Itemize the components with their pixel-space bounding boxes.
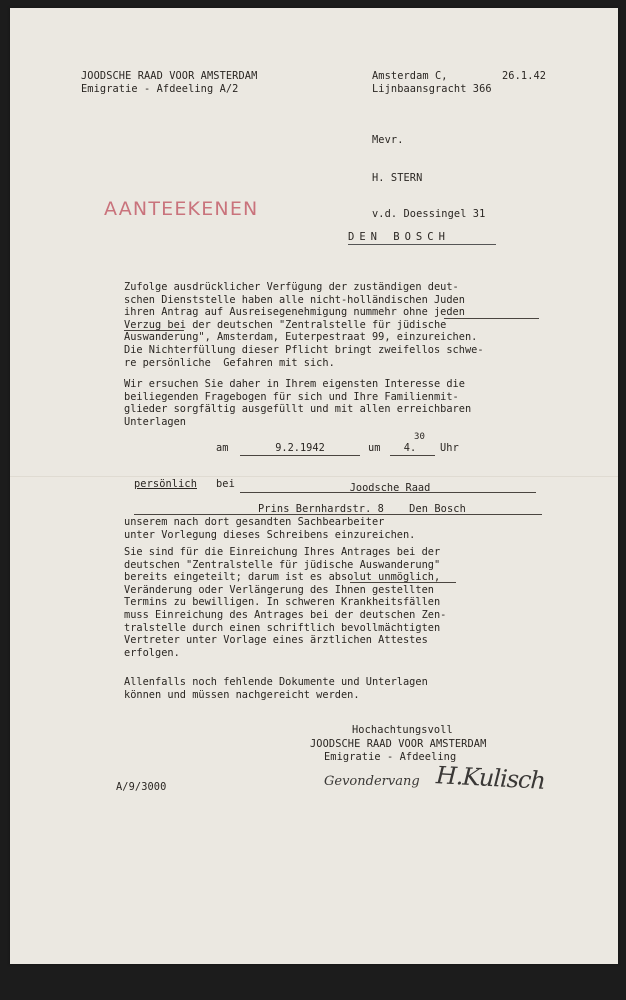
text-line: Unterlagen: [124, 415, 186, 428]
registered-stamp: AANTEEKENEN: [104, 198, 259, 220]
recipient-name: H. STERN: [372, 172, 423, 184]
text-line: beiliegenden Fragebogen für sich und Ihre Familienmit-: [124, 390, 459, 403]
place-underline-1: [240, 492, 536, 493]
text-line: Die Nichterfüllung dieser Pflicht bringt zweifellos schwe-: [124, 343, 484, 356]
text-line: deutschen "Zentralstelle für jüdische Auswanderung": [124, 558, 441, 571]
reference-number: A/9/3000: [116, 781, 167, 793]
paragraph-3: [124, 516, 415, 541]
recipient-street: v.d. Doessingel 31: [372, 208, 486, 220]
text-line: können und müssen nachgereicht werden.: [124, 688, 360, 701]
signature-right: H.Kulisch: [435, 761, 546, 795]
recipient-city: DEN BOSCH: [348, 231, 496, 245]
closing-greeting: Hochachtungsvoll: [352, 724, 453, 736]
appointment-date: 9.2.1942: [275, 442, 325, 454]
appointment-minutes: 30: [414, 432, 426, 442]
personlich-label: persönlich: [134, 478, 197, 490]
closing-org: JOODSCHE RAAD VOOR AMSTERDAM: [310, 738, 487, 750]
text-line: Allenfalls noch fehlende Dokumente und Unterlagen: [124, 676, 428, 688]
letterhead-street: Lijnbaansgracht 366: [372, 83, 492, 95]
uhr-label: Uhr: [440, 442, 459, 454]
place-underline-2: [134, 514, 542, 515]
letterhead-org: JOODSCHE RAAD VOOR AMSTERDAM: [81, 70, 258, 82]
text-line: unter Vorlegung dieses Schreibens einzureichen.: [124, 528, 416, 541]
time-line: [390, 455, 435, 456]
text-line: Vertreter unter Vorlage eines ärztlichen Attestes: [124, 634, 428, 647]
paper-fold: [10, 476, 618, 478]
text-line: Termins zu bewilligen. In schweren Krankheitsfällen: [124, 596, 441, 609]
text-line: Wir ersuchen Sie daher in Ihrem eigensten Interesse die: [124, 378, 465, 390]
recipient-salutation: Mevr.: [372, 134, 404, 146]
bei-label: bei: [216, 478, 235, 490]
text-line: muss Einreichung des Antrages bei der deutschen Zen-: [124, 608, 447, 621]
place-line-1: Joodsche Raad: [349, 482, 431, 494]
paragraph-1: [124, 281, 484, 369]
text-line: re persönliche Gefahren mit sich.: [124, 356, 335, 369]
paragraph-4: [124, 546, 446, 659]
signature-left: Gevondervang: [324, 774, 420, 789]
paragraph-5: [124, 676, 428, 701]
text-line: schen Dienststelle haben alle nicht-holländischen Juden: [124, 293, 465, 306]
place-line-2: Prins Bernhardstr. 8 Den Bosch: [258, 503, 466, 515]
text-line: unserem nach dort gesandten Sachbearbeiter: [124, 516, 385, 528]
text-line: Auswanderung", Amsterdam, Euterpestraat 99, einzureichen.: [124, 331, 478, 344]
text-line: ihren Antrag auf Ausreisegenehmigung nummehr ohne jeden: [124, 306, 465, 319]
text-line: erfolgen.: [124, 646, 180, 659]
text-line: Zufolge ausdrücklicher Verfügung der zuständigen deut-: [124, 281, 459, 293]
text-line: Verzug bei der deutschen "Zentralstelle für jüdische: [124, 318, 447, 331]
text-line: bereits eingeteilt; darum ist es absolut unmöglich,: [124, 571, 441, 584]
letter-date: 26.1.42: [502, 70, 547, 82]
letterhead-department: Emigratie - Afdeeling A/2: [81, 83, 239, 95]
paragraph-2: [124, 378, 471, 428]
text-line: Veränderung oder Verlängerung des Ihnen gestellten: [124, 583, 434, 596]
underline-ohne-jeden: [444, 318, 539, 319]
am-label: am: [216, 442, 229, 454]
underline-absolut: [350, 582, 456, 583]
text-line: glieder sorgfältig ausgefüllt und mit allen erreichbaren: [124, 403, 472, 416]
letterhead-city: Amsterdam C,: [372, 70, 448, 82]
date-line: [240, 455, 360, 456]
appointment-hour: 4.: [403, 442, 417, 454]
text-line: tralstelle durch einen schriftlich bevollmächtigten: [124, 621, 441, 634]
underline-verzug: [124, 330, 184, 331]
text-line: Sie sind für die Einreichung Ihres Antrages bei der: [124, 546, 441, 558]
closing-dept: Emigratie - Afdeeling: [324, 751, 457, 763]
um-label: um: [368, 442, 381, 454]
